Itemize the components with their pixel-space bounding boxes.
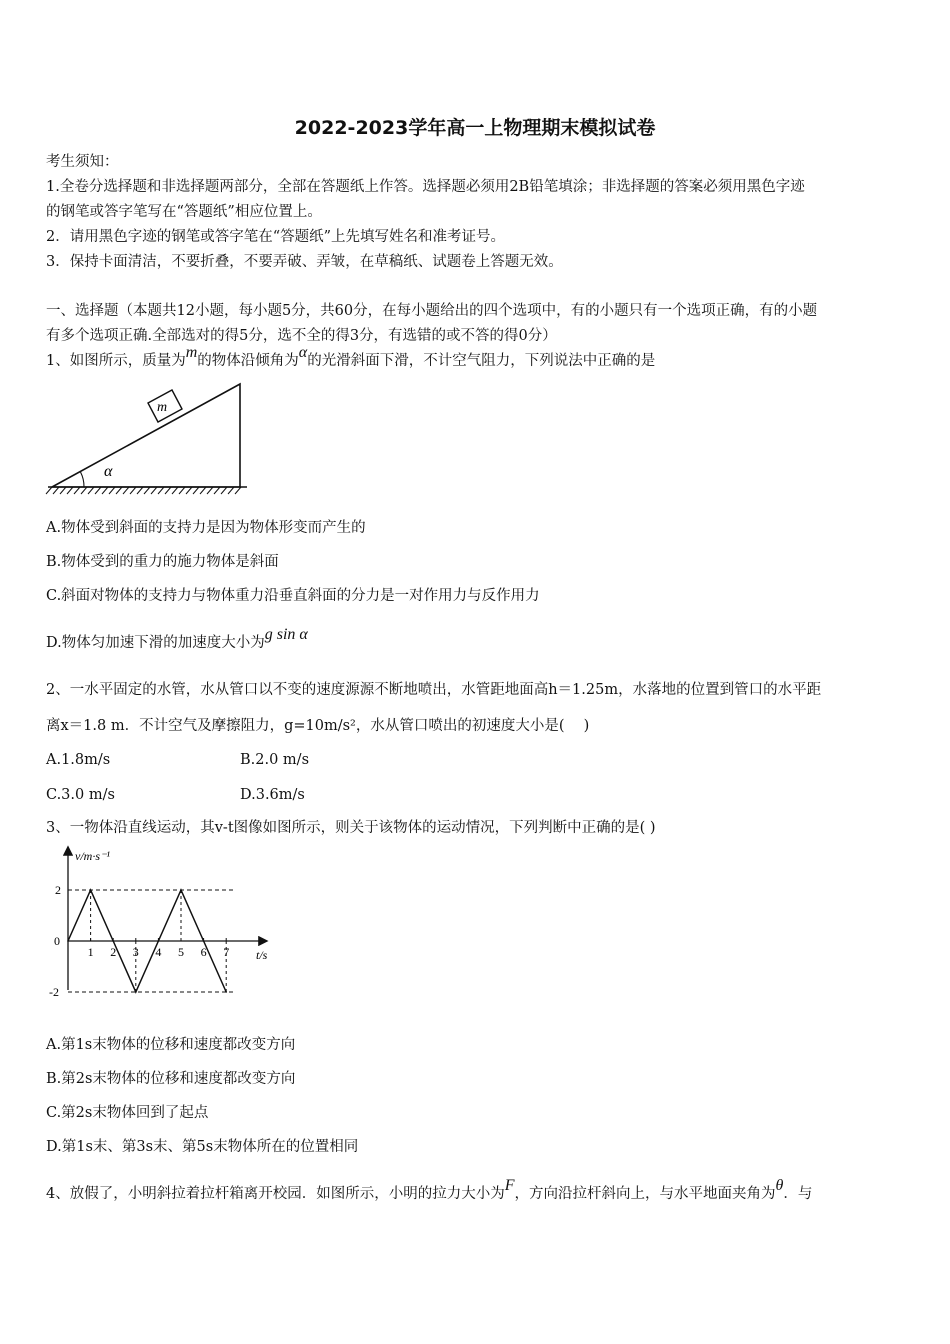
hatch-mark <box>46 487 52 494</box>
y-tick-label: 2 <box>55 883 61 897</box>
x-tick-label: 1 <box>87 945 94 959</box>
section-instructions: 有多个选项正确.全部选对的得5分，选不全的得3分，有选错的或不答的得0分） <box>46 328 557 344</box>
hatch-mark <box>165 487 171 494</box>
hatch-mark <box>235 487 241 494</box>
q1-option-a: A.物体受到斜面的支持力是因为物体形变而产生的 <box>46 520 366 536</box>
q1-option-b: B.物体受到的重力的施力物体是斜面 <box>46 554 279 570</box>
hatch-mark <box>123 487 129 494</box>
notice-item: 1.全卷分选择题和非选择题两部分，全部在答题纸上作答。选择题必须用2B铅笔填涂；非选择题的答案必须用黑色字迹 <box>46 179 805 195</box>
q2-option-b: B.2.0 m/s <box>240 752 310 768</box>
q4-force-symbol: F <box>504 1177 515 1194</box>
q1-mass-symbol: m <box>185 344 198 361</box>
x-tick-label: 4 <box>155 945 162 959</box>
question-2-stem: 2、一水平固定的水管，水从管口以不变的速度源源不断地喷出，水管距地面高h＝1.25m，水落地的位置到管口的水平距 <box>46 682 822 698</box>
question-2-stem: 离x＝1.8 m．不计空气及摩擦阻力，g=10m/s²，水从管口喷出的初速度大小是( ) <box>46 718 590 734</box>
q3-option-c: C.第2s末物体回到了起点 <box>46 1105 209 1121</box>
hatch-mark <box>67 487 73 494</box>
q4-text: ．与 <box>783 1186 813 1202</box>
q3-option-b: B.第2s末物体的位移和速度都改变方向 <box>46 1071 296 1087</box>
q1-option-c: C.斜面对物体的支持力与物体重力沿垂直斜面的分力是一对作用力与反作用力 <box>46 588 540 604</box>
hatch-mark <box>221 487 227 494</box>
data-point <box>135 991 137 993</box>
hatch-mark <box>109 487 115 494</box>
vt-graph <box>44 840 284 1010</box>
question-1-stem <box>46 344 656 371</box>
q1-option-d-formula: g sin α <box>264 626 308 643</box>
hatch-mark <box>228 487 234 494</box>
origin-label: 0 <box>54 934 60 948</box>
x-tick-label: 3 <box>132 945 139 959</box>
section-instructions: 一、选择题（本题共12小题，每小题5分，共60分，在每小题给出的四个选项中，有的小题只有一个选项正确，有的小题 <box>46 303 818 319</box>
q3-option-a: A.第1s末物体的位移和速度都改变方向 <box>46 1037 296 1053</box>
data-point <box>225 991 227 993</box>
incline-figure <box>40 378 255 498</box>
q3-option-d: D.第1s末、第3s末、第5s末物体所在的位置相同 <box>46 1139 359 1155</box>
hatch-mark <box>130 487 136 494</box>
q1-option-d-text: D.物体匀加速下滑的加速度大小为 <box>46 635 265 651</box>
x-tick-label: 6 <box>200 945 207 959</box>
page-title: 2022-2023学年高一上物理期末模拟试卷 <box>294 117 656 139</box>
hatch-mark <box>88 487 94 494</box>
y-axis-label: v/m·s⁻¹ <box>75 849 110 863</box>
y-tick-label: -2 <box>49 985 59 999</box>
angle-arc <box>81 472 85 487</box>
hatch-mark <box>172 487 178 494</box>
hatch-mark <box>95 487 101 494</box>
hatch-mark <box>214 487 220 494</box>
hatch-mark <box>116 487 122 494</box>
q2-option-c: C.3.0 m/s <box>46 787 115 803</box>
hatch-mark <box>144 487 150 494</box>
hatch-mark <box>200 487 206 494</box>
data-point <box>90 889 92 891</box>
notice-heading: 考生须知： <box>46 154 119 170</box>
notice-item: 的钢笔或答字笔写在“答题纸”相应位置上。 <box>46 204 322 220</box>
q2-option-a: A.1.8m/s <box>46 752 111 768</box>
hatch-mark <box>137 487 143 494</box>
q1-option-d <box>46 626 308 653</box>
notice-item: 2．请用黑色字迹的钢笔或答字笔在“答题纸”上先填写姓名和准考证号。 <box>46 229 506 245</box>
hatch-mark <box>60 487 66 494</box>
q1-text: 1、如图所示，质量为 <box>46 353 186 369</box>
notice-item: 3．保持卡面清洁，不要折叠，不要弄破、弄皱，在草稿纸、试题卷上答题无效。 <box>46 254 563 270</box>
x-tick-label: 2 <box>110 945 117 959</box>
hatch-mark <box>207 487 213 494</box>
hatch-mark <box>158 487 164 494</box>
q1-angle-symbol: α <box>298 344 308 361</box>
hatch-mark <box>74 487 80 494</box>
question-4-stem <box>46 1177 813 1204</box>
hatch-mark <box>179 487 185 494</box>
incline-triangle <box>52 384 240 487</box>
q1-text: 的物体沿倾角为 <box>197 353 299 369</box>
question-3-stem: 3、一物体沿直线运动，其v-t图像如图所示，则关于该物体的运动情况，下列判断中正确的是( ) <box>46 820 656 836</box>
hatch-mark <box>81 487 87 494</box>
hatch-mark <box>186 487 192 494</box>
x-tick-label: 7 <box>223 945 230 959</box>
hatch-mark <box>151 487 157 494</box>
hatch-mark <box>193 487 199 494</box>
data-point <box>67 940 69 942</box>
q4-text: 4、放假了，小明斜拉着拉杆箱离开校园．如图所示，小明的拉力大小为 <box>46 1186 505 1202</box>
ground-hatching <box>46 487 241 494</box>
data-point <box>180 889 182 891</box>
x-tick-label: 5 <box>178 945 184 959</box>
q1-text: 的光滑斜面下滑，不计空气阻力，下列说法中正确的是 <box>307 353 656 369</box>
hatch-mark <box>102 487 108 494</box>
q2-option-d: D.3.6m/s <box>240 787 305 803</box>
angle-label: α <box>104 463 113 480</box>
q4-text: ，方向沿拉杆斜向上，与水平地面夹角为 <box>514 1186 776 1202</box>
q4-angle-symbol: θ <box>775 1177 784 1194</box>
hatch-mark <box>53 487 59 494</box>
x-axis-label: t/s <box>256 948 268 962</box>
block-label: m <box>157 400 168 415</box>
